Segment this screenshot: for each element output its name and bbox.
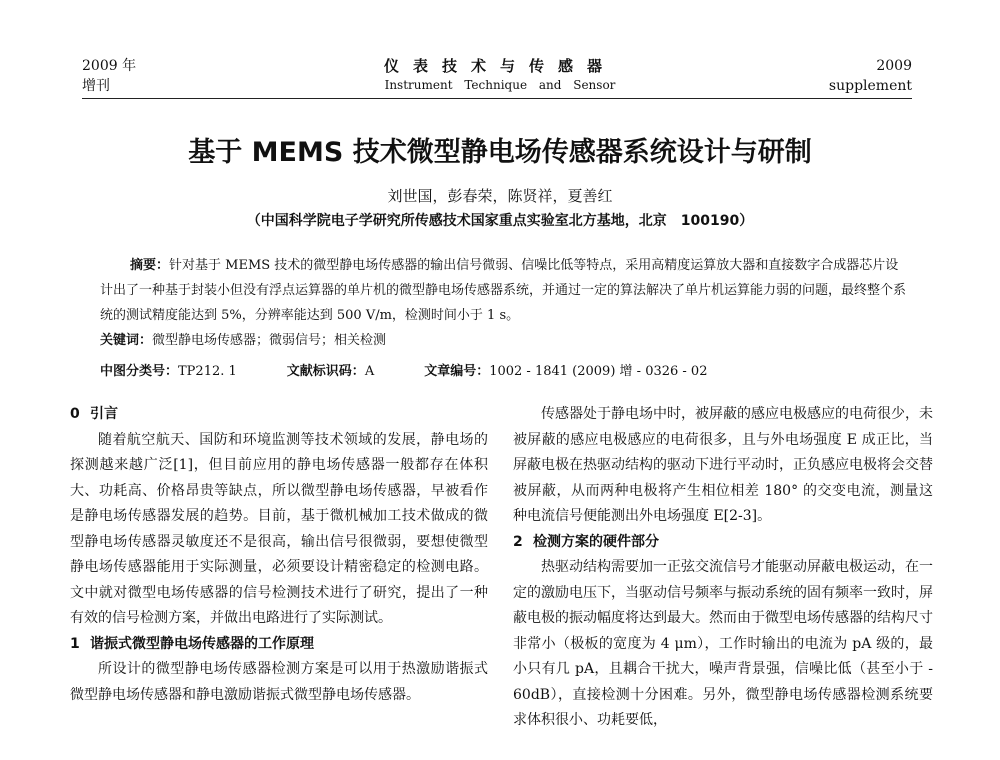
- article-title: 基于 MEMS 技术微型静电场传感器系统设计与研制: [188, 137, 812, 168]
- section-2-heading: [513, 530, 933, 556]
- article-no-label: 文章编号：: [424, 364, 490, 379]
- abstract-block: [100, 253, 910, 353]
- article-affiliation: （中国科学院电子学研究所传感技术国家重点实验室北方基地，北京 100190）: [246, 213, 754, 229]
- section-1-number: 1: [70, 635, 80, 652]
- header-year: 2009 年: [82, 58, 137, 74]
- section-2-title: 检测方案的硬件部分: [533, 533, 659, 550]
- right-column: [513, 402, 933, 734]
- abstract-text: 针对基于 MEMS 技术的微型静电场传感器的输出信号微弱、信噪比低等特点，采用高精度运算放大器和直接数字合成器芯片设计出了一种基于封装小但没有浮点运算器的单片机的微型静电场传感器系统，并通过一定的算法解决了单片机运算能力弱的问题，最终整个系统的测试精度能达到 5%，分辨率能达到 500 V/m，检测时间小于 1 s。: [100, 258, 907, 323]
- header-divider: [82, 98, 912, 99]
- section-0-paragraph: 随着航空航天、国防和环境监测等技术领域的发展，静电场的探测越来越广泛[1]，但目前应用的静电场传感器一般都存在体积大、功耗高、价格昂贵等缺点，所以微型静电场传感器，早被看作是静电场传感器发展的趋势。目前，基于微机械加工技术做成的微型静电场传感器灵敏度还不是很高，输出信号很微弱，要想使微型静电场传感器能用于实际测量，必须要设计精密稳定的检测电路。文中就对微型电场传感器的信号检测技术进行了研究，提出了一种有效的信号检测方案，并做出电路进行了实际测试。: [70, 431, 488, 626]
- journal-name-en: Instrument Technique and Sensor: [384, 78, 616, 92]
- classification-line: [100, 362, 707, 382]
- section-2-number: 2: [513, 533, 523, 550]
- doc-code-value: A: [364, 364, 375, 379]
- keywords-label: 关键词：: [100, 333, 153, 348]
- abstract-paragraph: [100, 253, 910, 328]
- section-0-heading: [70, 402, 488, 428]
- section-1-title: 谐振式微型静电场传感器的工作原理: [90, 635, 314, 652]
- journal-header-right: [829, 56, 912, 96]
- header-issue: 增刊: [82, 78, 110, 94]
- right-continued-paragraph: 传感器处于静电场中时，被屏蔽的感应电极感应的电荷很少，未被屏蔽的感应电极感应的电荷很多，且与外电场强度 E 成正比，当屏蔽电极在热驱动结构的驱动下进行平动时，正负感应电极将会交替被屏蔽，从而两种电极将产生相位相差 180° 的交变电流，测量这种电流信号便能测出外电场强度 E[2-3]。: [513, 406, 933, 524]
- keywords-text: 微型静电场传感器；微弱信号；相关检测: [152, 333, 387, 348]
- article-authors: 刘世国，彭春荣，陈贤祥，夏善红: [387, 187, 613, 205]
- doc-code-label: 文献标识码：: [286, 364, 365, 379]
- journal-header-left: [82, 56, 136, 96]
- left-column: [70, 402, 488, 708]
- section-2-paragraph: 热驱动结构需要加一正弦交流信号才能驱动屏蔽电极运动，在一定的激励电压下，当驱动信号频率与振动系统的固有频率一致时，屏蔽电极的振动幅度将达到最大。然而由于微型电场传感器的结构尺寸非常小（极板的宽度为 4 μm），工作时输出的电流为 pA 级的，最小只有几 pA，且耦合干扰大，噪声背景强，信噪比低（甚至小于 - 60dB），直接检测十分困难。另外，微型静电场传感器检测系统要求体积很小、功耗要低，: [513, 559, 933, 728]
- section-1-paragraph: 所设计的微型静电场传感器检测方案是可以用于热激励谐振式微型静电场传感器和静电激励谐振式微型静电场传感器。: [70, 661, 488, 703]
- section-0-number: 0: [70, 406, 80, 422]
- header-issue-en: supplement: [828, 78, 912, 94]
- clc-value: TP212. 1: [178, 364, 237, 379]
- journal-name-cn: 仪表技术与传感器: [383, 57, 616, 75]
- abstract-label: 摘要：: [130, 258, 170, 273]
- clc-label: 中图分类号：: [100, 364, 179, 379]
- article-no-value: 1002 - 1841 (2009) 增 - 0326 - 02: [489, 364, 708, 379]
- journal-header-center: [330, 56, 670, 94]
- section-1-heading: [70, 632, 488, 658]
- section-0-title: 引言: [90, 406, 118, 422]
- keywords-line: [100, 328, 910, 353]
- header-year-en: 2009: [876, 58, 912, 74]
